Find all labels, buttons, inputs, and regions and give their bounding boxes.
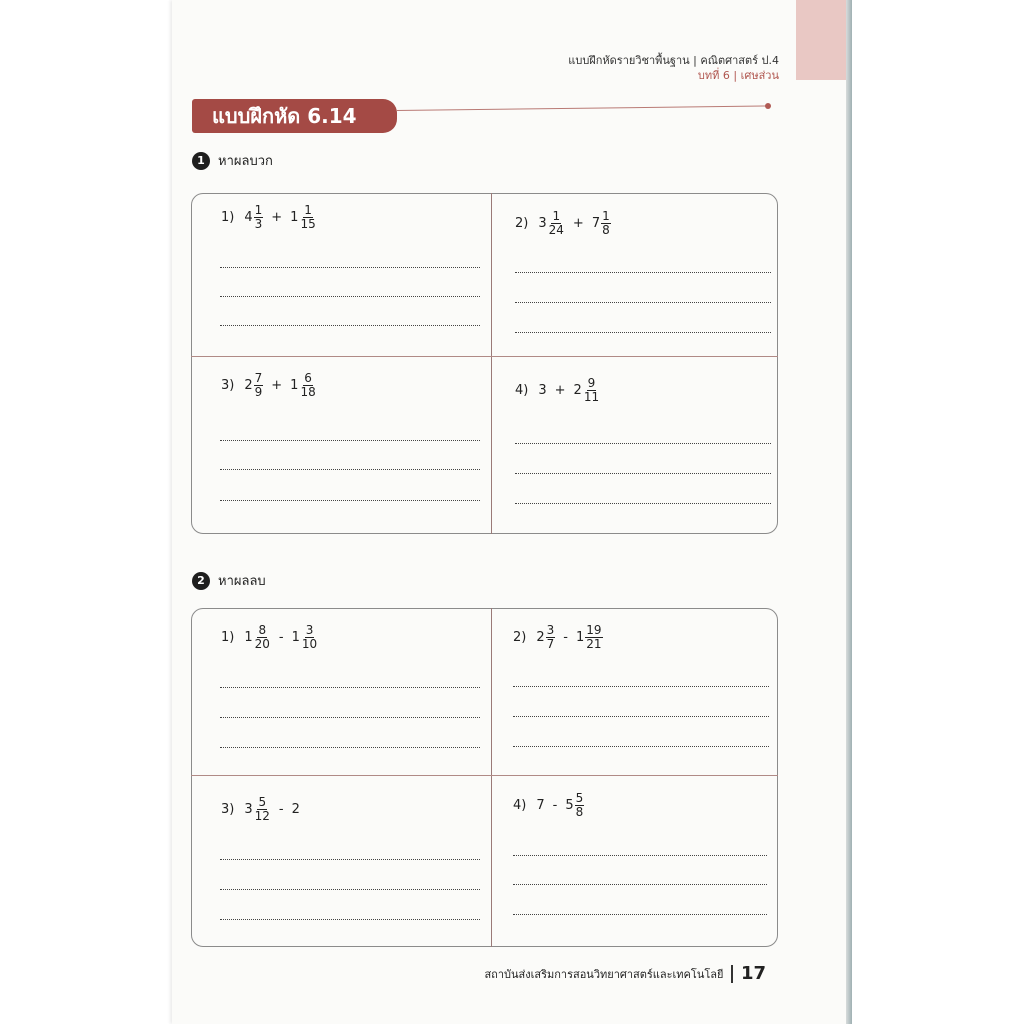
mixed-number	[574, 377, 601, 404]
fraction	[575, 792, 585, 819]
fraction	[601, 210, 611, 237]
whole: 1	[290, 210, 299, 225]
section-2-divider-v	[491, 608, 492, 947]
mixed-number	[292, 624, 319, 651]
problem-2-3	[221, 796, 300, 823]
answer-line[interactable]	[220, 469, 480, 470]
mixed-number	[244, 796, 271, 823]
section-1-heading	[192, 150, 273, 171]
numerator: 3	[546, 623, 555, 637]
chapter-title: บทที่ 6 | เศษส่วน	[697, 69, 779, 82]
fraction	[254, 372, 264, 399]
whole: 7	[591, 216, 601, 231]
answer-line[interactable]	[513, 716, 769, 717]
problem-index: 3)	[221, 378, 235, 393]
section-1-label: หาผลบวก	[218, 154, 273, 169]
mixed-number	[290, 372, 317, 399]
denominator: 20	[254, 637, 270, 651]
denominator: 24	[548, 223, 564, 237]
operator: -	[563, 630, 568, 645]
section-1-divider-h	[191, 356, 778, 357]
mixed-number	[536, 624, 555, 651]
section-2-heading	[192, 570, 266, 591]
whole: 1	[244, 630, 253, 645]
whole: 4	[244, 210, 253, 225]
denominator: 10	[301, 637, 318, 651]
numerator: 1	[552, 209, 561, 223]
whole: 1	[290, 378, 299, 393]
problem-1-3	[221, 372, 317, 399]
numerator: 5	[258, 795, 267, 809]
numerator: 5	[575, 791, 584, 805]
answer-line[interactable]	[513, 884, 767, 885]
answer-line[interactable]	[220, 296, 480, 297]
answer-line[interactable]	[220, 500, 480, 501]
answer-line[interactable]	[515, 302, 771, 303]
operator: -	[278, 802, 284, 817]
operator: +	[271, 210, 283, 225]
footer-separator	[731, 965, 733, 983]
problem-index: 3)	[221, 802, 235, 817]
fraction	[585, 624, 602, 651]
numerator: 7	[254, 371, 263, 385]
section-2-badge: 2	[192, 572, 210, 590]
whole: 2	[536, 630, 545, 645]
answer-line[interactable]	[220, 267, 480, 268]
problem-2-1	[221, 624, 318, 651]
section-2-box	[191, 608, 778, 947]
corner-tab	[796, 0, 846, 80]
answer-line[interactable]	[220, 747, 480, 748]
fraction	[254, 624, 271, 651]
fraction	[254, 204, 264, 231]
answer-line[interactable]	[220, 919, 480, 920]
whole: 7	[536, 798, 545, 813]
problem-1-2	[515, 210, 611, 237]
mixed-number	[244, 372, 263, 399]
problem-index: 4)	[513, 798, 527, 813]
fraction	[299, 372, 316, 399]
answer-line[interactable]	[515, 272, 771, 273]
page-edge	[846, 0, 852, 1024]
institution-name: สถาบันส่งเสริมการสอนวิทยาศาสตร์และเทคโนโลยี	[484, 967, 724, 981]
problem-index: 1)	[221, 630, 235, 645]
numerator: 1	[602, 209, 610, 223]
answer-line[interactable]	[513, 746, 769, 747]
title-rule-dot	[765, 103, 771, 109]
answer-line[interactable]	[220, 889, 480, 890]
whole: 5	[565, 798, 574, 813]
whole: 1	[575, 630, 585, 645]
fraction	[301, 624, 318, 651]
fraction	[254, 796, 271, 823]
problem-index: 2)	[513, 630, 527, 645]
operator: +	[554, 383, 566, 398]
operator: -	[552, 798, 558, 813]
operator: +	[572, 216, 584, 231]
answer-line[interactable]	[513, 686, 769, 687]
answer-line[interactable]	[220, 717, 480, 718]
answer-line[interactable]	[515, 443, 771, 444]
fraction	[546, 624, 556, 651]
mixed-number	[244, 624, 271, 651]
fraction	[583, 377, 600, 404]
whole: 2	[244, 378, 253, 393]
denominator: 8	[575, 805, 584, 819]
numerator: 19	[586, 623, 602, 637]
problem-2-2	[513, 624, 603, 651]
mixed-number	[244, 204, 263, 231]
mixed-number	[592, 210, 611, 237]
section-1-badge: 1	[192, 152, 210, 170]
answer-line[interactable]	[515, 332, 771, 333]
denominator: 11	[583, 390, 600, 404]
numerator: 9	[587, 376, 596, 390]
denominator: 8	[602, 223, 610, 237]
answer-line[interactable]	[515, 473, 771, 474]
problem-1-1	[221, 204, 317, 231]
exercise-title	[192, 99, 397, 133]
page-footer	[484, 963, 766, 984]
answer-line[interactable]	[513, 855, 767, 856]
denominator: 3	[254, 217, 263, 231]
numerator: 8	[258, 623, 267, 637]
running-header	[568, 53, 779, 83]
whole: 3	[538, 383, 547, 398]
mixed-number	[538, 210, 565, 237]
whole: 3	[244, 802, 253, 817]
section-2-divider-h	[191, 775, 778, 776]
answer-line[interactable]	[513, 914, 767, 915]
denominator: 18	[300, 385, 316, 399]
numerator: 6	[304, 371, 312, 385]
answer-line[interactable]	[515, 503, 771, 504]
denominator: 21	[586, 637, 602, 651]
problem-2-4	[513, 792, 584, 819]
answer-line[interactable]	[220, 859, 480, 860]
denominator: 7	[546, 637, 555, 651]
whole: 2	[573, 383, 582, 398]
denominator: 9	[254, 385, 263, 399]
fraction	[299, 204, 316, 231]
page-number: 17	[740, 963, 766, 984]
numerator: 3	[305, 623, 314, 637]
fraction	[548, 210, 565, 237]
section-1-box	[191, 193, 778, 534]
operator: +	[271, 378, 283, 393]
exercise-title-text: แบบฝึกหัด 6.14	[212, 104, 357, 128]
numerator: 1	[304, 203, 312, 217]
answer-line[interactable]	[220, 325, 480, 326]
whole: 2	[291, 802, 300, 817]
section-1-divider-v	[491, 193, 492, 534]
mixed-number	[290, 204, 317, 231]
problem-index: 2)	[515, 216, 529, 231]
problem-index: 1)	[221, 210, 235, 225]
numerator: 1	[254, 203, 263, 217]
denominator: 15	[300, 217, 316, 231]
book-title: แบบฝึกหัดรายวิชาพื้นฐาน | คณิตศาสตร์ ป.4	[568, 54, 779, 67]
operator: -	[278, 630, 284, 645]
whole: 1	[291, 630, 300, 645]
section-2-label: หาผลลบ	[218, 574, 266, 589]
problem-index: 4)	[515, 383, 529, 398]
denominator: 12	[254, 809, 270, 823]
mixed-number	[576, 624, 603, 651]
problem-1-4	[515, 377, 600, 404]
mixed-number	[565, 792, 584, 819]
answer-line[interactable]	[220, 440, 480, 441]
answer-line[interactable]	[220, 687, 480, 688]
whole: 3	[538, 216, 547, 231]
